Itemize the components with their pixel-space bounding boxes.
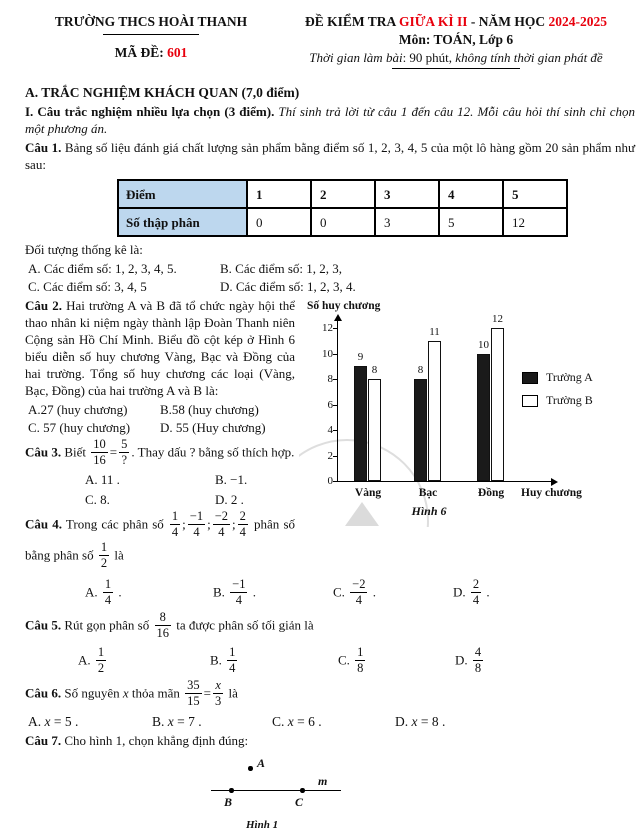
math-variable: x xyxy=(411,714,418,729)
question-5 xyxy=(25,611,635,642)
fraction-denominator: 4 xyxy=(218,525,225,539)
question-7-label: Câu 7. xyxy=(25,733,62,748)
question-6 xyxy=(25,679,635,710)
fraction-denominator: 3 xyxy=(215,694,222,708)
option-d: D. 2 . xyxy=(215,492,244,507)
chart-caption: Hình 6 xyxy=(411,504,447,518)
question-3-label: Câu 3. xyxy=(25,444,62,460)
medal-chart xyxy=(299,297,635,527)
bar-value-label: 8 xyxy=(371,364,378,376)
question-2-label: Câu 2. xyxy=(25,298,62,313)
option-c xyxy=(333,578,453,609)
fraction-numerator: 4 xyxy=(474,645,482,659)
fraction-denominator: 4 xyxy=(235,593,242,607)
fraction-denominator: 4 xyxy=(104,593,112,607)
title-term: GIỮA KÌ II xyxy=(398,14,468,29)
option-value: = 8 . xyxy=(417,714,446,729)
fraction xyxy=(471,578,481,607)
option-suffix: . xyxy=(369,584,376,600)
school-underline xyxy=(103,34,199,35)
option-key: B. xyxy=(152,714,168,729)
fraction-numerator: 8 xyxy=(155,611,172,626)
option-d: D. Các điểm số: 1, 2, 3, 4. xyxy=(220,279,356,294)
option-suffix: . xyxy=(483,584,490,600)
option-key: B. xyxy=(210,652,226,668)
option-key: C. xyxy=(338,652,354,668)
time-label: Thời gian làm bài xyxy=(309,50,403,65)
fraction xyxy=(99,541,109,570)
time-note: không tính thời gian phát đề xyxy=(455,50,603,65)
fraction-numerator: −1 xyxy=(189,509,204,523)
option-a xyxy=(85,578,213,609)
bar-value-label: 9 xyxy=(357,351,364,364)
chart-legend xyxy=(522,369,593,415)
y-tick-mark xyxy=(333,456,337,457)
fraction-numerator: 1 xyxy=(100,540,108,554)
y-tick-label: 2 xyxy=(327,449,333,462)
bar-Vàng-Trường A xyxy=(354,366,367,481)
school-name: TRƯỜNG THCS HOÀI THANH xyxy=(54,14,248,29)
option-d xyxy=(455,646,635,677)
exam-header xyxy=(0,0,641,69)
fraction-numerator: 1 xyxy=(229,645,236,659)
table-cell: 5 xyxy=(439,208,503,236)
bar-Bạc-Trường A xyxy=(414,379,427,481)
table-row xyxy=(118,208,567,236)
fraction-numerator: 1 xyxy=(357,645,364,659)
option-b: B.58 (huy chương) xyxy=(160,402,259,417)
question-5-label: Câu 5. xyxy=(25,617,62,633)
option-b xyxy=(152,713,272,730)
fraction xyxy=(230,578,247,607)
chart-x-axis-title: Huy chương xyxy=(521,487,582,499)
math-variable: x xyxy=(167,714,174,729)
table-cell: 12 xyxy=(503,208,567,236)
fraction-numerator: x xyxy=(213,679,223,694)
question-6-lead1: Số nguyên xyxy=(61,685,123,701)
question-4-label: Câu 4. xyxy=(25,516,63,532)
fraction xyxy=(473,646,483,675)
table-cell: 0 xyxy=(247,208,311,236)
legend-label: Trường A xyxy=(546,370,593,384)
question-1-options xyxy=(28,260,635,295)
equals-sign: = xyxy=(109,444,118,460)
option-key: A. xyxy=(28,714,45,729)
question-7-text: Cho hình 1, chọn khẳng định đúng: xyxy=(61,733,249,748)
fraction xyxy=(155,611,172,640)
fraction xyxy=(119,438,129,467)
question-6-options xyxy=(28,713,635,730)
y-tick-mark xyxy=(333,405,337,406)
fraction-denominator: 4 xyxy=(239,525,246,539)
x-category-label: Vàng xyxy=(354,487,382,499)
option-value: = 6 . xyxy=(293,714,322,729)
point-b-label: B xyxy=(224,795,233,809)
fraction xyxy=(213,679,223,708)
question-4-mid: phân số bằng phân số xyxy=(25,516,296,563)
option-suffix: . xyxy=(115,584,122,600)
y-tick-label: 10 xyxy=(322,347,333,360)
question-5-tail: ta được phân số tối giản là xyxy=(173,617,314,633)
fraction-denominator: 4 xyxy=(355,593,362,607)
fraction xyxy=(188,510,205,539)
question-3-options xyxy=(85,471,295,508)
point-a-label: A xyxy=(257,756,266,770)
part-i-bold: I. Câu trắc nghiệm nhiều lựa chọn (3 điểm). xyxy=(25,104,275,119)
fraction-denominator: 8 xyxy=(357,661,364,675)
fraction-numerator: −2 xyxy=(352,577,366,591)
fraction-numerator: 1 xyxy=(104,577,112,591)
fraction xyxy=(355,646,365,675)
option-a: A.27 (huy chương) xyxy=(28,402,128,417)
separator: ; xyxy=(182,516,186,532)
table-cell: 5 xyxy=(503,180,567,208)
table-cell: 0 xyxy=(311,208,375,236)
fraction xyxy=(96,646,106,675)
bar-value-label: 12 xyxy=(492,313,503,325)
question-1 xyxy=(25,139,635,173)
question-1-label: Câu 1. xyxy=(25,140,62,155)
y-tick-label: 4 xyxy=(327,424,333,436)
fraction-numerator: −2 xyxy=(214,509,229,523)
fraction-numerator: 10 xyxy=(93,437,106,451)
option-d xyxy=(453,578,635,609)
option-c: C. Các điểm số: 3, 4, 5 xyxy=(28,279,147,294)
x-axis-line xyxy=(337,481,553,482)
question-4-options xyxy=(85,578,635,609)
option-b xyxy=(213,578,333,609)
y-tick-mark xyxy=(333,354,337,355)
fraction-denominator: 15 xyxy=(187,694,200,708)
fraction xyxy=(213,510,230,539)
legend-label: Trường B xyxy=(546,393,593,407)
y-tick-mark xyxy=(333,328,337,329)
y-axis-arrow-icon xyxy=(334,314,342,321)
chart-xlabels xyxy=(338,485,628,501)
title-year: 2024-2025 xyxy=(548,14,607,29)
question-3-tail: . Thay dấu ? bằng số thích hợp. xyxy=(131,444,295,460)
y-tick-mark xyxy=(333,481,337,482)
option-d: D. 55 (Huy chương) xyxy=(160,420,266,435)
option-b: B. Các điểm số: 1, 2, 3, xyxy=(220,261,343,276)
part-i-intro xyxy=(25,103,635,137)
fraction-denominator: 16 xyxy=(156,626,169,640)
fraction xyxy=(227,646,237,675)
fraction xyxy=(103,578,113,607)
x-category-label: Bạc xyxy=(418,487,438,499)
question-5-options xyxy=(78,646,635,677)
table-row-header: Số thập phân xyxy=(118,208,247,236)
table-cell: 1 xyxy=(247,180,311,208)
point-b-dot xyxy=(229,788,234,793)
fraction-denominator: 2 xyxy=(100,556,108,570)
header-school-block xyxy=(25,13,277,69)
option-a: A. 11 . xyxy=(85,472,120,487)
fraction-denominator: ? xyxy=(121,453,128,467)
option-key: A. xyxy=(85,584,101,600)
exam-subject: Môn: TOÁN, Lớp 6 xyxy=(398,32,514,47)
question-2-options xyxy=(28,401,295,436)
fraction xyxy=(170,510,180,539)
legend-swatch xyxy=(522,395,538,407)
fraction-numerator: 5 xyxy=(121,437,128,451)
time-mid: : 90 phút, xyxy=(402,50,456,65)
bar-Bạc-Trường B xyxy=(428,341,441,481)
bar-Đồng-Trường B xyxy=(491,328,504,481)
point-c-dot xyxy=(300,788,305,793)
fraction-numerator: −1 xyxy=(232,577,246,591)
option-a xyxy=(78,646,210,677)
fraction-numerator: 1 xyxy=(97,645,105,659)
option-value: = 5 . xyxy=(50,714,79,729)
question-2-text: Hai trường A và B đã tổ chức ngày hội thể thao nhân ki niệm ngày thành lập Đoàn Thanh niên Cộng sản Hồ Chí Minh. Biểu đồ cột kép ở Hình 6 biểu diễn số huy chương Vàng, Bạc và Đồng của hai trường. Tổng số huy chương các loại (Vàng, Bạc, Đồng) của hai trường A và B là: xyxy=(25,298,295,398)
separator: ; xyxy=(207,516,211,532)
exam-code-value: 601 xyxy=(167,45,188,60)
figure-1 xyxy=(210,753,440,834)
legend-entry xyxy=(522,369,593,386)
table-cell: 2 xyxy=(311,180,375,208)
question-3-lead: Biết xyxy=(61,444,90,460)
exam-code xyxy=(25,44,277,61)
fraction xyxy=(238,510,248,539)
part-i-italic: Thí sinh trả lời từ câu 1 đến câu 12. Mỗi câu hỏi thí sinh chỉ chọn một phương án. xyxy=(25,104,635,136)
question-4-lead: Trong các phân số xyxy=(62,516,168,532)
option-suffix: . xyxy=(249,584,256,600)
question-1-prompt: Đối tượng thống kê là: xyxy=(25,242,143,257)
table-cell: 3 xyxy=(375,180,439,208)
math-variable: x xyxy=(122,685,129,701)
fraction xyxy=(91,438,108,467)
option-key: C. xyxy=(333,584,349,600)
header-title-block xyxy=(277,13,635,69)
y-tick-label: 0 xyxy=(327,475,333,487)
x-category-label: Đồng xyxy=(477,487,505,499)
bar-Vàng-Trường B xyxy=(368,379,381,481)
fraction-numerator: 2 xyxy=(239,509,246,523)
math-variable: x xyxy=(287,714,294,729)
fraction xyxy=(350,578,367,607)
legend-swatch xyxy=(522,372,538,384)
option-b xyxy=(210,646,338,677)
fraction-denominator: 4 xyxy=(472,593,480,607)
y-tick-mark xyxy=(333,430,337,431)
question-4-tail: là xyxy=(111,547,124,563)
option-c xyxy=(272,713,395,730)
math-variable: x xyxy=(44,714,51,729)
option-a: A. Các điểm số: 1, 2, 3, 4, 5. xyxy=(28,261,177,276)
question-6-tail: là xyxy=(225,685,238,701)
score-table xyxy=(117,179,568,237)
chart-yticks xyxy=(305,322,333,487)
fraction-denominator: 4 xyxy=(171,525,179,539)
fraction-denominator: 4 xyxy=(193,525,200,539)
time-underline xyxy=(392,68,520,69)
table-cell: 3 xyxy=(375,208,439,236)
option-c: C. 57 (huy chương) xyxy=(28,420,131,435)
title-part2: - NĂM HỌC xyxy=(467,14,549,29)
option-d xyxy=(395,713,635,730)
option-key: D. xyxy=(395,714,412,729)
question-1-text: Bảng số liệu đánh giá chất lượng sản phẩm bằng điểm số 1, 2, 3, 4, 5 của một lô hàng gồm 20 sản phẩm như sau: xyxy=(25,140,635,172)
exam-title xyxy=(277,13,635,30)
bar-value-label: 10 xyxy=(478,338,489,351)
table-row-header: Điểm xyxy=(118,180,247,208)
question-7 xyxy=(25,732,635,749)
option-key: A. xyxy=(78,652,94,668)
fraction-numerator: 2 xyxy=(472,577,480,591)
fraction-denominator: 16 xyxy=(93,453,106,467)
question-6-lead2: thỏa mãn xyxy=(128,685,184,701)
y-tick-label: 8 xyxy=(327,373,333,385)
point-c-label: C xyxy=(295,795,304,809)
fraction-numerator: 1 xyxy=(171,509,179,523)
y-tick-mark xyxy=(333,379,337,380)
point-a-dot xyxy=(248,766,253,771)
equals-sign: = xyxy=(203,685,212,701)
option-key: D. xyxy=(455,652,471,668)
option-c xyxy=(338,646,455,677)
title-part1: ĐỀ KIỂM TRA xyxy=(305,14,399,29)
fraction-denominator: 8 xyxy=(474,661,482,675)
option-key: C. xyxy=(272,714,288,729)
table-cell: 4 xyxy=(439,180,503,208)
bar-value-label: 11 xyxy=(429,325,440,338)
option-b: B. −1. xyxy=(215,472,248,487)
fraction-numerator: 35 xyxy=(187,678,200,692)
y-tick-label: 6 xyxy=(327,398,333,411)
line-m-label: m xyxy=(318,774,328,788)
option-key: D. xyxy=(453,584,469,600)
exam-content xyxy=(0,84,641,834)
section-a-heading: A. TRẮC NGHIỆM KHÁCH QUAN (7,0 điểm) xyxy=(25,85,300,100)
y-tick-label: 12 xyxy=(322,322,333,334)
legend-entry xyxy=(522,392,593,409)
option-value: = 7 . xyxy=(173,714,202,729)
separator: ; xyxy=(232,516,236,532)
fraction-denominator: 2 xyxy=(97,661,105,675)
bar-Đồng-Trường A xyxy=(477,354,490,482)
option-key: B. xyxy=(213,584,229,600)
bar-value-label: 8 xyxy=(417,364,424,376)
question-5-lead: Rút gọn phân số xyxy=(61,617,153,633)
question-6-label: Câu 6. xyxy=(25,685,62,701)
fraction-denominator: 4 xyxy=(229,661,236,675)
option-c: C. 8. xyxy=(85,492,110,507)
figure-1-caption: Hình 1 xyxy=(246,819,279,831)
chart-y-axis-title: Số huy chương xyxy=(307,300,381,312)
option-a xyxy=(28,713,152,730)
exam-time xyxy=(277,49,635,66)
table-row xyxy=(118,180,567,208)
fraction xyxy=(185,679,202,708)
exam-code-prefix: MÃ ĐỀ: xyxy=(114,45,168,60)
